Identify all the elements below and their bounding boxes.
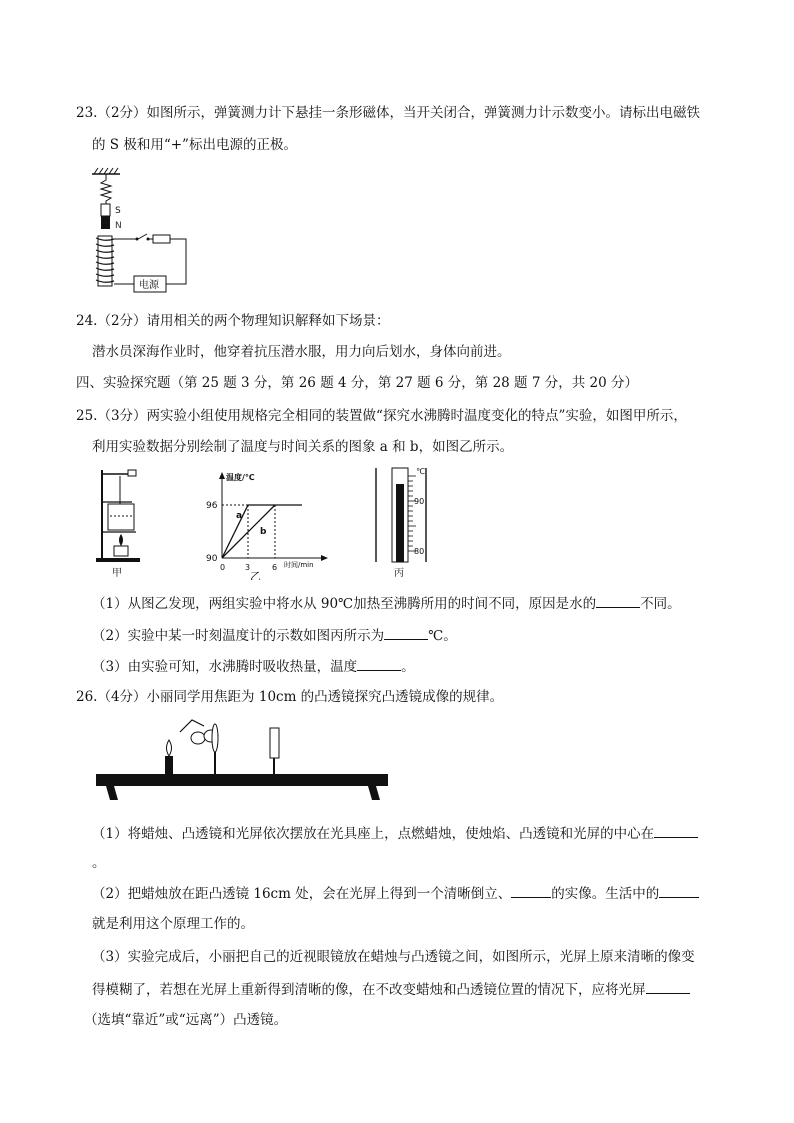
- temperature-time-graph: [198, 470, 330, 580]
- graph-xlabel: 时间/min: [284, 561, 314, 569]
- q25-sub3-tail: 。: [401, 659, 415, 675]
- graph-a-label: a: [236, 511, 243, 521]
- thermo-unit: ℃: [416, 467, 425, 476]
- q26-sub2: [92, 884, 699, 903]
- q25-line1: 25.（3分）两实验小组使用规格完全相同的装置做“探究水沸腾时温度变化的特点”实验，如图甲所示，: [76, 408, 687, 424]
- graph-y96: 96: [206, 501, 218, 511]
- q26-sub3-line3: （选填“靠近”或“远离”）凸透镜。: [84, 1012, 288, 1028]
- boiling-apparatus-figure: [92, 464, 152, 580]
- fig-bing-label: 丙: [394, 568, 404, 579]
- q24-line2: 潜水员深海作业时，他穿着抗压潜水服，用力向后划水，身体向前进。: [92, 344, 511, 360]
- n-pole-label: N: [115, 221, 122, 231]
- thermometer-figure: [368, 464, 438, 580]
- q26-sub3-blank[interactable]: [646, 980, 690, 994]
- graph-y90: 90: [206, 554, 218, 564]
- q25-sub1-tail: 不同。: [640, 596, 681, 612]
- s-pole-label: S: [115, 206, 121, 216]
- graph-x3: 3: [245, 563, 251, 572]
- q25-sub2-blank[interactable]: [384, 626, 428, 640]
- graph-ylabel: 温度/℃: [226, 473, 255, 482]
- q23-line2: 的 S 极和用“+”标出电源的正极。: [92, 137, 297, 153]
- q24-line1: 24.（2分）请用相关的两个物理知识解释如下场景：: [76, 313, 390, 329]
- q26-sub2-text: （2）把蜡烛放在距凸透镜 16cm 处，会在光屏上得到一个清晰倒立、: [92, 886, 512, 902]
- q25-sub3: [92, 657, 415, 676]
- fig-yi-label: 乙: [250, 570, 261, 580]
- q26-sub3-line2: [92, 980, 690, 999]
- q26-sub1-tail: 。: [92, 855, 106, 871]
- q23-line1: 23.（2分）如图所示，弹簧测力计下悬挂一条形磁体，当开关闭合，弹簧测力计示数变小。请标出电磁铁: [76, 105, 701, 121]
- thermo-90: 90: [414, 497, 425, 506]
- q25-sub1-blank[interactable]: [596, 594, 640, 608]
- q26-sub1-blank[interactable]: [654, 824, 698, 838]
- q26-sub3-line1: （3）实验完成后，小丽把自己的近视眼镜放在蜡烛与凸透镜之间，如图所示，光屏上原来清晰的像变: [92, 949, 695, 965]
- q25-sub2-tail: ℃。: [428, 628, 457, 644]
- graph-b-label: b: [260, 527, 267, 537]
- q25-sub1-text: （1）从图乙发现，两组实验中将水从 90℃加热至沸腾所用的时间不同，原因是水的: [92, 596, 597, 612]
- fig-jia-label: 甲: [112, 568, 122, 579]
- q26-line1: 26.（4分）小丽同学用焦距为 10cm 的凸透镜探究凸透镜成像的规律。: [76, 689, 504, 705]
- q26-sub1: [92, 824, 698, 843]
- electromagnet-figure: [88, 166, 198, 298]
- graph-x0: 0: [220, 563, 226, 572]
- q25-sub3-text: （3）由实验可知，水沸腾时吸收热量，温度: [92, 659, 358, 675]
- section4-heading: 四、实验探究题（第 25 题 3 分，第 26 题 4 分，第 27 题 6 分，第 28 题 7 分，共 20 分）: [76, 375, 638, 391]
- q25-sub3-blank[interactable]: [357, 657, 401, 671]
- graph-x6: 6: [272, 563, 278, 572]
- q26-sub3-line2-text: 得模糊了，若想在光屏上重新得到清晰的像，在不改变蜡烛和凸透镜位置的情况下，应将光屏: [92, 982, 646, 998]
- q26-sub2-blank2[interactable]: [659, 884, 699, 898]
- power-label: 电源: [139, 280, 159, 291]
- q26-sub2-tail: 就是利用这个原理工作的。: [92, 916, 254, 932]
- q26-sub1-text: （1）将蜡烛、凸透镜和光屏依次摆放在光具座上，点燃蜡烛，使烛焰、凸透镜和光屏的中心在: [92, 826, 655, 842]
- q25-sub1: [92, 594, 681, 613]
- thermo-80: 80: [414, 547, 425, 556]
- q25-line2: 利用实验数据分别绘制了温度与时间关系的图象 a 和 b，如图乙所示。: [92, 439, 514, 455]
- q25-sub2: [92, 626, 457, 645]
- q26-sub2-blank1[interactable]: [511, 884, 551, 898]
- q25-sub2-text: （2）实验中某一时刻温度计的示数如图丙所示为: [92, 628, 385, 644]
- optical-bench-figure: [92, 712, 392, 804]
- q26-sub2-mid: 的实像。生活中的: [551, 886, 660, 902]
